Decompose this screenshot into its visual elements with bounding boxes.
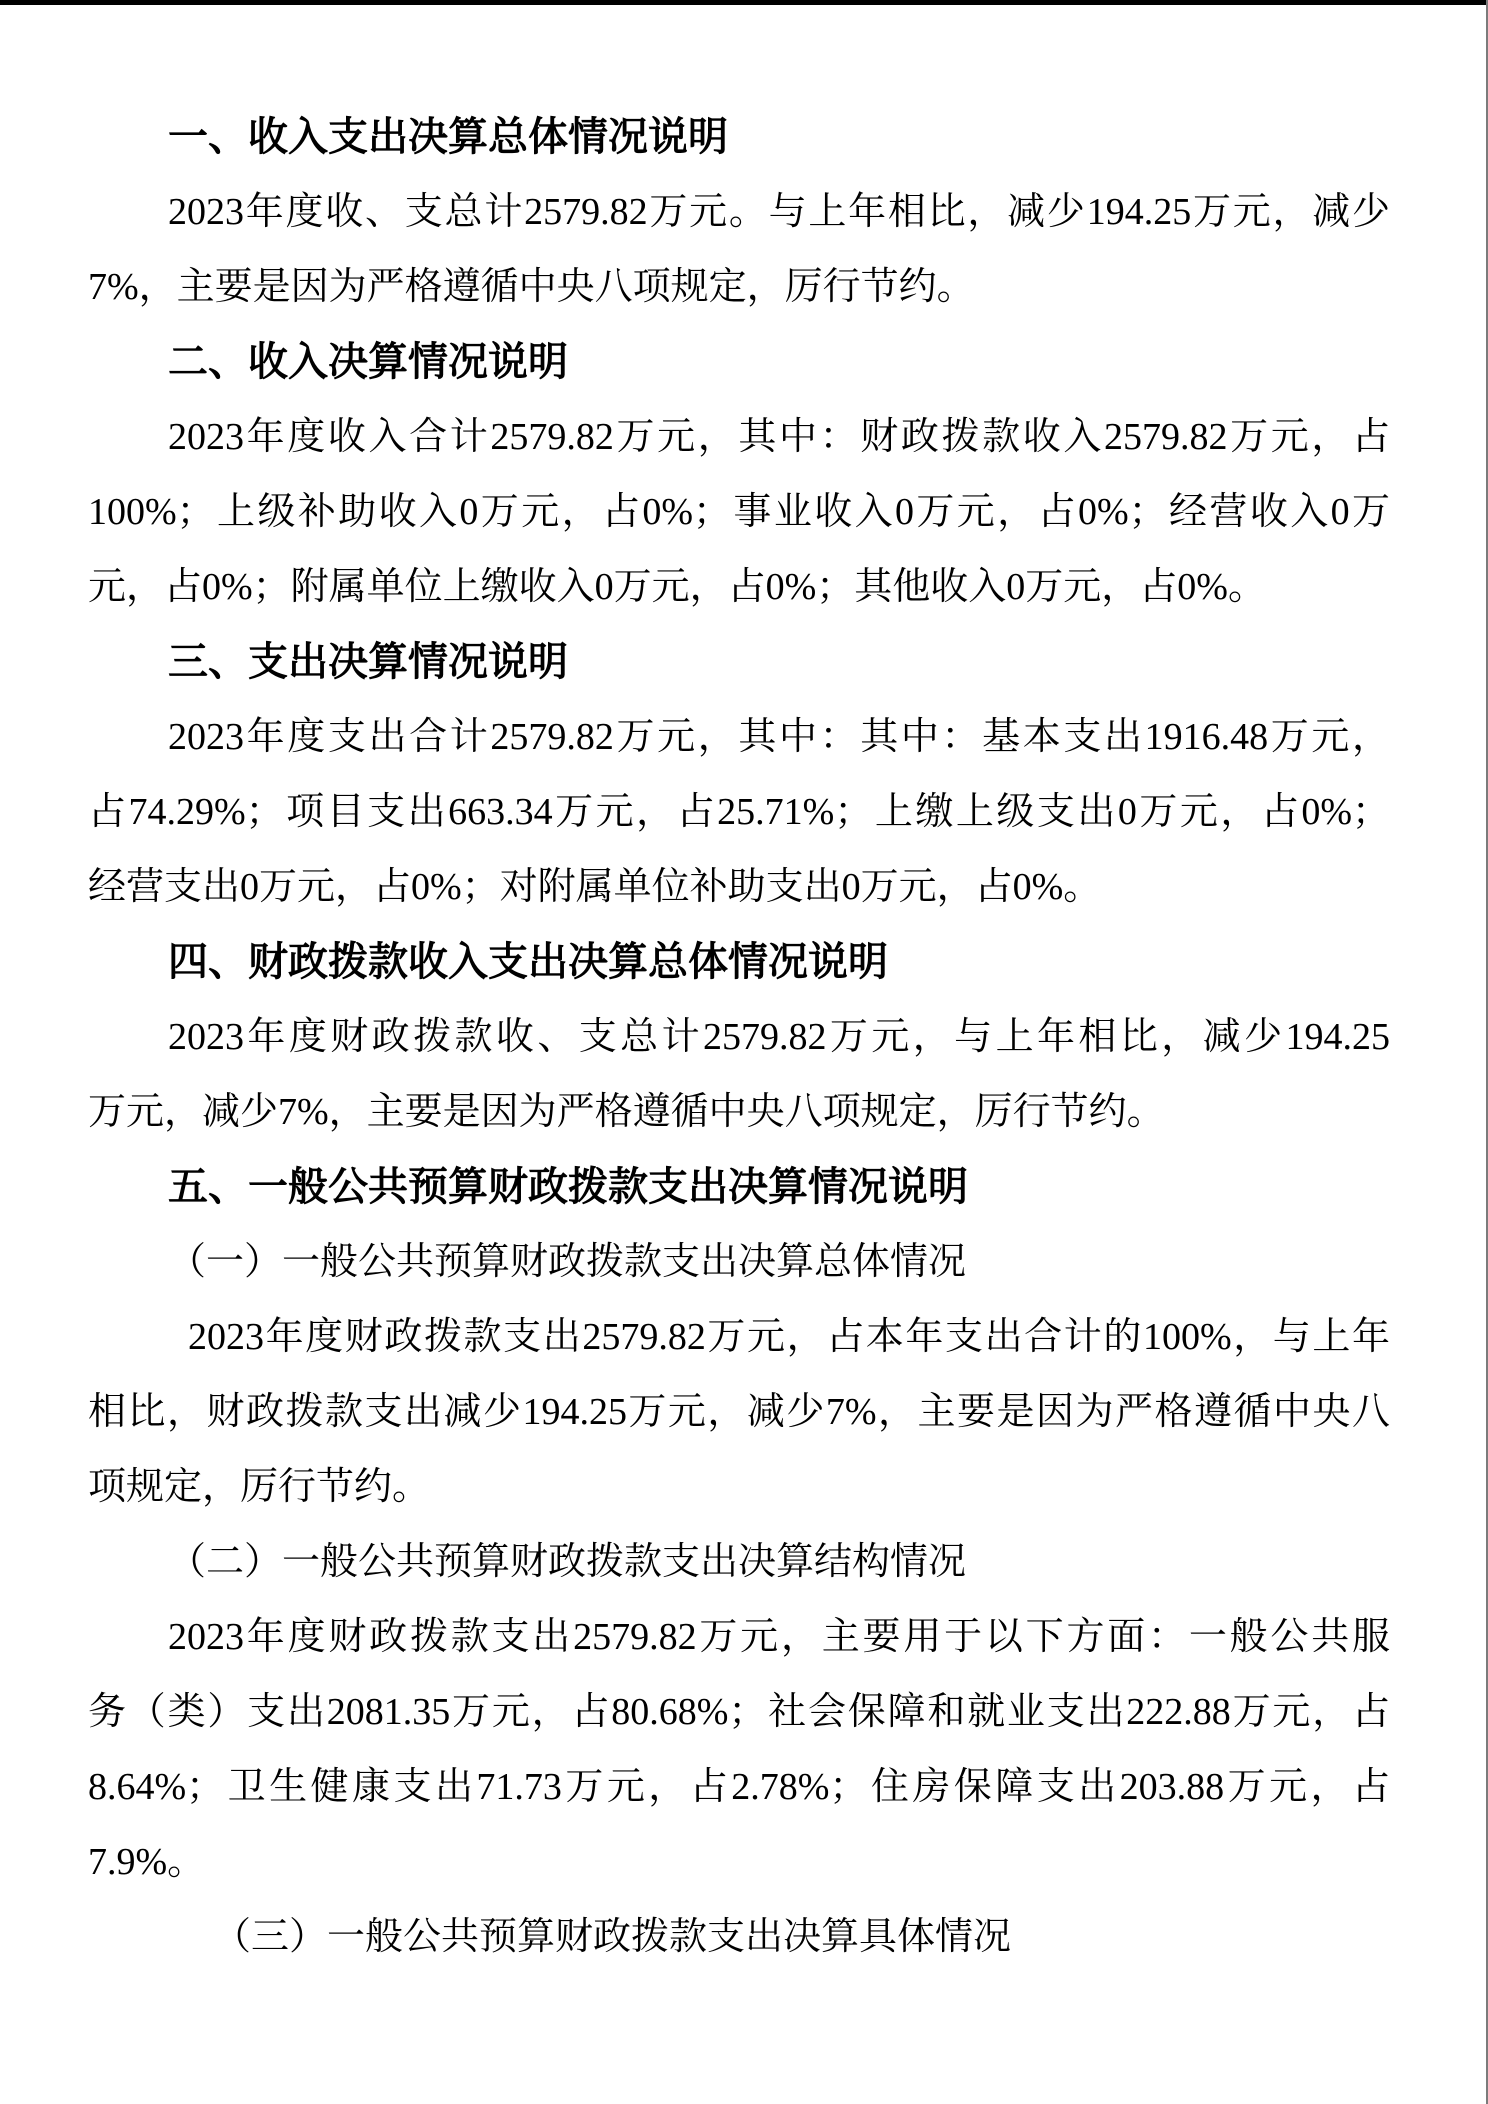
body-text-line: 占74.29%；项目支出663.34万元，占25.71%；上缴上级支出0万元，占0%； xyxy=(88,791,1390,833)
body-text-line: 2023年度财政拨款支出2579.82万元，占本年支出合计的100%，与上年 xyxy=(188,1316,1390,1358)
subsection-heading: （一）一般公共预算财政拨款支出决算总体情况 xyxy=(168,1241,967,1283)
body-text-line: 2023年度收、支总计2579.82万元。与上年相比，减少194.25万元，减少 xyxy=(168,191,1390,233)
document-content xyxy=(88,0,1390,1975)
body-text-line: 7.9%。 xyxy=(88,1841,206,1883)
section-heading: 三、支出决算情况说明 xyxy=(168,640,568,684)
body-text-line: 经营支出0万元，占0%；对附属单位补助支出0万元，占0%。 xyxy=(88,866,1102,908)
body-text-line: 100%；上级补助收入0万元，占0%；事业收入0万元，占0%；经营收入0万 xyxy=(88,491,1390,533)
section-heading: 四、财政拨款收入支出决算总体情况说明 xyxy=(168,940,888,984)
body-text-line: 2023年度财政拨款支出2579.82万元，主要用于以下方面：一般公共服 xyxy=(168,1616,1390,1658)
body-text-line: 相比，财政拨款支出减少194.25万元，减少7%，主要是因为严格遵循中央八 xyxy=(88,1391,1390,1433)
subsection-heading: （三）一般公共预算财政拨款支出决算具体情况 xyxy=(213,1916,1012,1958)
body-text-line: 7%，主要是因为严格遵循中央八项规定，厉行节约。 xyxy=(88,266,975,308)
body-text-line: 万元，减少7%，主要是因为严格遵循中央八项规定，厉行节约。 xyxy=(88,1091,1165,1133)
section-heading: 一、收入支出决算总体情况说明 xyxy=(168,115,728,159)
subsection-heading: （二）一般公共预算财政拨款支出决算结构情况 xyxy=(168,1541,967,1583)
body-text-line: 2023年度支出合计2579.82万元，其中：其中：基本支出1916.48万元， xyxy=(168,716,1390,758)
body-text-line: 项规定，厉行节约。 xyxy=(88,1466,431,1508)
body-text-line: 8.64%；卫生健康支出71.73万元，占2.78%；住房保障支出203.88万元，占 xyxy=(88,1766,1390,1808)
section-heading: 五、一般公共预算财政拨款支出决算情况说明 xyxy=(168,1165,968,1209)
body-text-line: 2023年度财政拨款收、支总计2579.82万元，与上年相比，减少194.25 xyxy=(168,1016,1390,1058)
body-text-line: 元，占0%；附属单位上缴收入0万元，占0%；其他收入0万元，占0%。 xyxy=(88,566,1266,608)
body-text-line: 务（类）支出2081.35万元，占80.68%；社会保障和就业支出222.88万元，占 xyxy=(88,1691,1390,1733)
body-text-line: 2023年度收入合计2579.82万元，其中：财政拨款收入2579.82万元，占 xyxy=(168,416,1390,458)
section-heading: 二、收入决算情况说明 xyxy=(168,340,568,384)
